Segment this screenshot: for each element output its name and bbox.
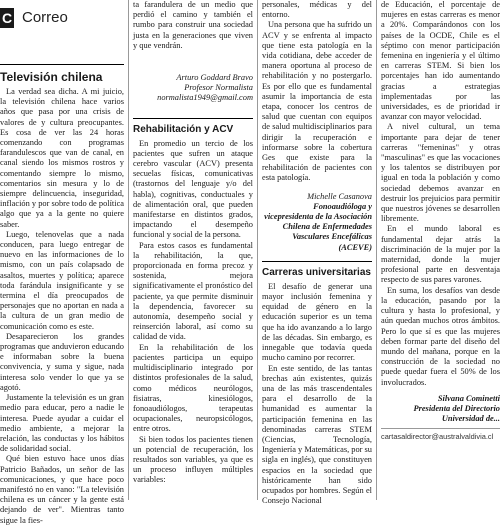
paragraph: Luego, telenovelas que a nada conducen, para luego entregar de nuevo en las informaciones de lo mismo, con un país colapsado de asaltos, muertes y política; aparece toda farándula insignificante y se termina el día preocupados de personajes que no aportan en nada a la cultura de un gran medio de comunicación como es este. [0, 229, 124, 331]
signature-cominetti [381, 394, 500, 425]
article-acv-body [262, 20, 372, 183]
headline-rule [133, 118, 253, 119]
column-4 [381, 0, 500, 500]
signature-role: Fonoaudióloga y vicepresidenta de la Asociación Chilena de Enfermedades Vasculares Encefálicas (ACEVE) [264, 201, 372, 252]
paragraph: El desafío de generar una mayor inclusión femenina y equidad de género en la educación superior es un tema que ha ido avanzando a lo largo de las décadas. Sin embargo, es innegable que todavía queda mucho camino por recorrer. [262, 281, 372, 363]
column-2 [133, 0, 253, 500]
article-carreras [262, 282, 372, 506]
article-carreras-cont [381, 122, 500, 387]
headline-rule [262, 261, 372, 262]
paragraph: En la rehabilitación de los pacientes participa un equipo multidisciplinario integrado por distintos profesionales de la salud, como médicos neurólogos, fisiatras, kinesiólogos, fonoaudiólogos, terapeutas ocupacionales, neuropsicólogos, entre otros. [133, 342, 253, 434]
column-3 [262, 0, 372, 506]
column-divider [128, 0, 129, 500]
headline-rule [0, 64, 124, 65]
section-label: Correo [22, 9, 68, 26]
paragraph: Qué bien estuvo hace unos días Patricio Bañados, un señor de las comunicaciones, y que hace poco manifestó no en vano: "La televisión chilena es un cáncer y la gente está dejando de ver". Mientras tanto sigue la fies- [0, 454, 124, 525]
paragraph: En suma, los desafíos van desde la educación, pasando por la cultura y hasta lo profesional, y aún quedan muchos otros ámbitos. Pero lo que sí es que las mujeres deben formar parte del diseño del mundo del mañana, porque en la construcción de la sociedad no puede quedar fuera el 50% de los involucrados. [381, 285, 500, 387]
section-badge: C [1, 10, 13, 26]
signature-casanova [262, 192, 372, 253]
headline-carreras: Carreras universitarias [262, 266, 371, 278]
signature-name: Arturo Goddard Bravo [176, 73, 253, 83]
headline-television: Televisión chilena [0, 70, 103, 84]
column-divider [257, 0, 258, 500]
article-continuation: de Educación, el porcentaje de mujeres en estas carreras es menor a 20%. Comparándonos con los países de la OCDE, Chile es el séptimo con menor participación femenina en ingeniería y el último en carreras STEM. Si bien los porcentajes han ido aumentando gracias a estrategias implementadas por las universidades, es de prioridad ir avanzar con mayor velocidad. [381, 0, 500, 122]
headline-rehabilitacion: Rehabilitación y ACV [133, 123, 234, 135]
paragraph: En este sentido, de las tantas brechas aún existentes, quizás una de las más trascendentales para el desarrollo de la humanidad es aumentar la participación femenina en las denominadas carreras STEM (Ciencias, Tecnología, Ingeniería y Matemáticas, por su sigla en inglés), que constituyen espacios en la sociedad que históricamente han sido ocupados por hombres. Según el Consejo Nacional [262, 363, 372, 506]
article-rehabilitacion [133, 139, 253, 486]
signature-email: normalista1949@gmail.com [157, 93, 253, 103]
signature-name: Michelle Casanova [307, 191, 372, 201]
signature-name: Silvana Cominetti [437, 393, 500, 403]
footer-rule [381, 428, 500, 429]
paragraph: Justamente la televisión es un gran medio para educar, pero a nadie le interesa. Puede ayudar a cuidar el medio ambiente, a mejorar la relación, las conductas y los hábitos de solidaridad social. [0, 393, 124, 454]
article-continuation: ta farandulera de un medio que perdió el camino y también el rumbo para construir una sociedad justa en la generaciones que viven y que vendrán. [133, 0, 253, 50]
signature-role: Profesor Normalista [184, 83, 253, 93]
paragraph: En promedio un tercio de los pacientes que sufren un ataque cerebro vascular (ACV) presenta secuelas físicas, comunicativas (trastornos del lenguaje y/o del habla), cognitivas, conductuales y de alimentación oral, que pueden manifestarse en distintos grados, impactando el desempeño funcional y social de la persona. [133, 138, 253, 240]
column-1 [0, 38, 124, 525]
signature-org: Universidad de... [441, 414, 500, 424]
paragraph: La verdad sea dicha. A mi juicio, la televisión chilena hace varios años que pasa por una crisis de valores de y cultura preocupantes. Es cosa de ver las 24 horas comenzando con programas farandulescos que van de canal, en canal siendo los mismos rostros y comentando siempre lo mismo, comentarios sin mesura y lo de siempre delincuencia, inseguridad, inflación y por sobre todo de política algo que ya a la gente no quiere saber. [0, 87, 124, 229]
paragraph: Para estos casos es fundamental la rehabilitación, la que, proporcionada en forma precoz y sostenida, mejora significativamente el pronóstico del paciente, ya que permite disminuir la dependencia, favorecer su autonomía, desempeño social y reinserción laboral, así como su calidad de vida. [133, 240, 253, 342]
article-television [0, 87, 124, 526]
paragraph: Una persona que ha sufrido un ACV y se enfrenta al impacto que tiene esta patología en la vida cotidiana, debe acceder de manera oportuna al proceso de rehabilitación y no postergarlo. Es por ello que es fundamental asumir la importancia de esta etapa, conocer los centros de salud que cuentan con equipos de salud multidisciplinarios para dirigir la recuperación e informarse sobre la cobertura Ges que existe para la rehabilitación de pacientes con esta patología. [262, 20, 372, 183]
paragraph: A nivel cultural, un tema importante para dejar de tener carreras "femeninas" y otras "masculinas" es que las vocaciones y los talentos se distribuyen por igual en toda la población y como sociedad debemos avanzar en destruir los prejuicios para permitir que nuestros jóvenes se desarrollen libremente. [381, 122, 500, 224]
paragraph: Desaparecieron los grandes programas que anduvieron educando e informaban sobre la buena convivencia, y suma y sigue, nada interesa solo vender lo que ya se agotó. [0, 331, 124, 392]
signature-role: Presidenta del Directorio [413, 403, 500, 413]
column-divider [376, 0, 377, 500]
editor-email-link[interactable]: cartasaldirector@australvaldivia.cl [381, 432, 494, 442]
paragraph: En el mundo laboral es fundamental dejar atrás la discriminación de la mujer por la maternidad, donde la mujer profesional parte en desventaja respecto de sus pares varones. [381, 224, 500, 285]
paragraph: Si bien todos los pacientes tienen un potencial de recuperación, los resultados son variables, ya que es un proceso influyen múltiples variables: [133, 434, 253, 485]
article-continuation: personales, médicas y del entorno. [262, 0, 372, 20]
signature-goddard [133, 73, 253, 104]
